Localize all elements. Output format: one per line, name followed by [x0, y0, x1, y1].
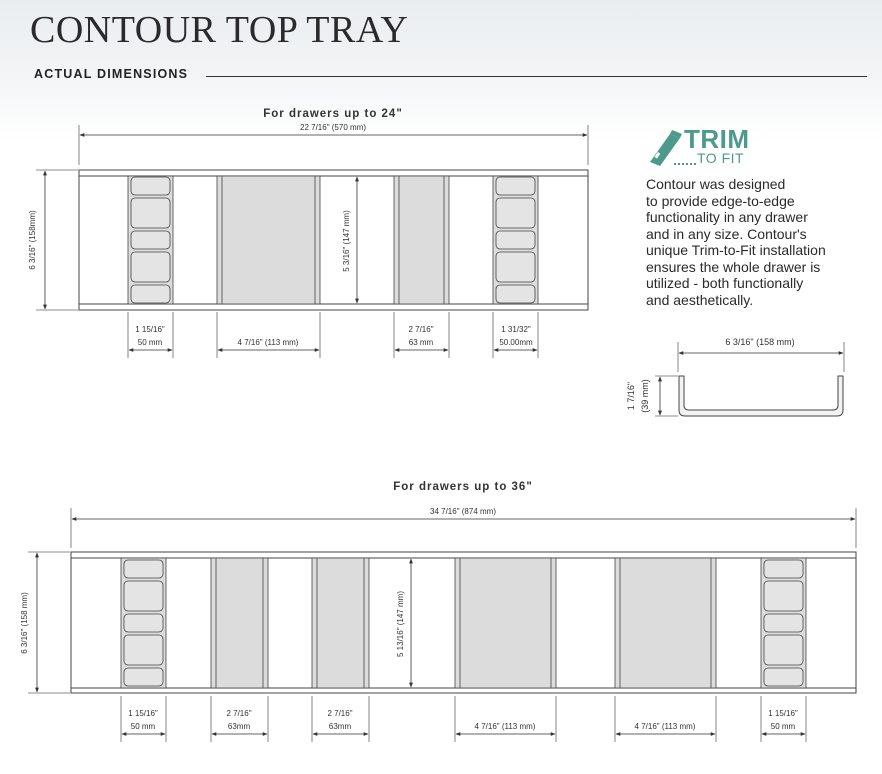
- description-line: unique Trim-to-Fit installation: [646, 242, 826, 258]
- section-label: ACTUAL DIMENSIONS: [34, 67, 189, 81]
- tray24-dim-3-bottom: 63 mm: [408, 338, 434, 347]
- tray36-overall-height: 6 3/16" (158 mm): [20, 592, 29, 654]
- to-fit-logo-text: TO FIT: [697, 150, 745, 166]
- side-view-width: 6 3/16" (158 mm): [725, 337, 795, 347]
- tray24-width-dimension: [79, 123, 588, 165]
- tray36-dim-3-bottom: 63mm: [328, 722, 352, 731]
- tray24-dim-1-bottom: 50 mm: [137, 338, 163, 347]
- description-line: functionality in any drawer: [646, 209, 808, 225]
- tray36-dim-6-top: 1 15/16": [768, 709, 798, 718]
- side-view-profile: [626, 337, 844, 416]
- tray24-inner-height: 5 3/16" (147 mm): [342, 210, 351, 272]
- tray24-overall-height: 6 3/16" (158mm): [28, 210, 37, 270]
- tray36-dim-4-top: 4 7/16" (113 mm): [474, 722, 536, 731]
- tray24-dim-3-top: 2 7/16": [408, 325, 434, 334]
- tray24-dim-1-top: 1 15/16": [135, 325, 165, 334]
- tray36-dim-2-bottom: 63mm: [227, 722, 251, 731]
- tray36-dim-1-top: 1 15/16": [128, 709, 158, 718]
- description-line: and aesthetically.: [646, 291, 754, 308]
- tray36-body: [71, 552, 856, 693]
- tray36-heading: For drawers up to 36": [393, 481, 533, 493]
- tray36-inner-height: 5 13/16" (147 mm): [396, 591, 405, 657]
- description-line: Contour was designed: [646, 176, 786, 192]
- tray36-dim-2-top: 2 7/16": [226, 709, 252, 718]
- tray36-dim-6-bottom: 50 mm: [770, 722, 796, 731]
- trim-logo-text: TRIM: [684, 124, 750, 154]
- tray36-overall-width: 34 7/16" (874 mm): [430, 507, 496, 516]
- tray24-dim-2-top: 4 7/16" (113 mm): [237, 338, 299, 347]
- tray24-bottom-dimensions: [128, 312, 538, 358]
- tray24-height-dimension: [28, 170, 78, 310]
- page-title: CONTOUR TOP TRAY: [30, 9, 409, 51]
- tray24-body: [79, 170, 588, 310]
- description-line: utilized - both functionally: [646, 275, 804, 291]
- tray36-dim-5-top: 4 7/16" (113 mm): [634, 722, 696, 731]
- tray36-width-dimension: [71, 507, 856, 548]
- tray24-overall-width: 22 7/16" (570 mm): [300, 123, 366, 132]
- tray24-dim-4-top: 1 31/32": [501, 325, 531, 334]
- tray36-dim-3-top: 2 7/16": [327, 709, 353, 718]
- tray36-height-dimension: [20, 552, 70, 693]
- tray36-bottom-dimensions: [121, 696, 806, 742]
- tray36-dim-1-bottom: 50 mm: [130, 722, 156, 731]
- tray24-dim-4-bottom: 50.00mm: [499, 338, 533, 347]
- description-line: to provide edge-to-edge: [646, 192, 795, 209]
- description-line: ensures the whole drawer is: [646, 258, 821, 275]
- side-view-height-mm: (39 mm): [640, 379, 650, 413]
- side-view-height-in: 1 7/16": [626, 381, 636, 411]
- description-line: and in any size. Contour's: [646, 225, 807, 242]
- tray24-heading: For drawers up to 24": [263, 108, 403, 120]
